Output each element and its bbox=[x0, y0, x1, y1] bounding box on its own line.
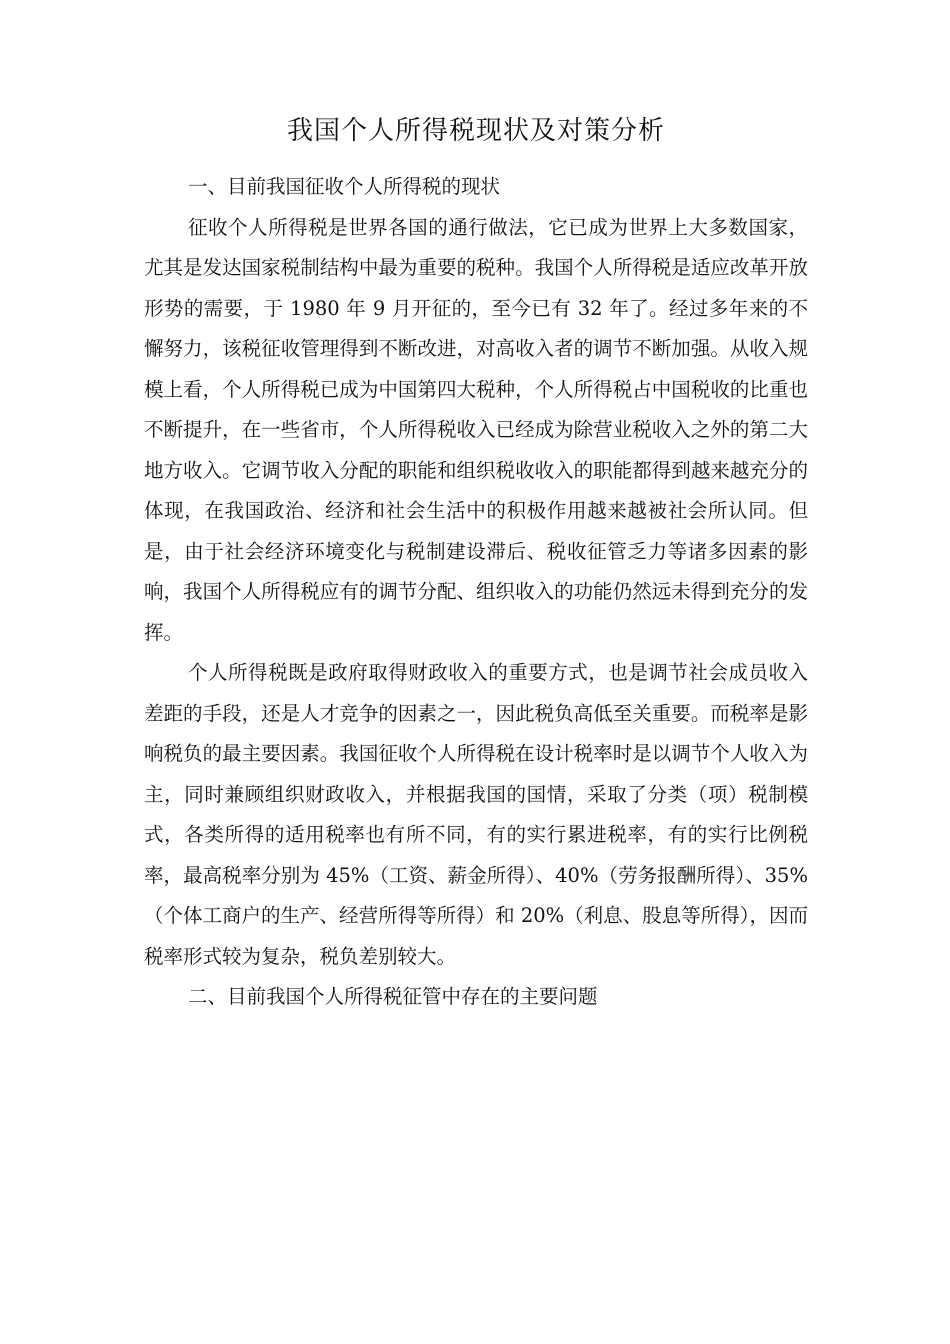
paragraph-1: 征收个人所得税是世界各国的通行做法，它已成为世界上大多数国家，尤其是发达国家税制结构中最为重要的税种。我国个人所得税是适应改革开放形势的需要，于 1980 年 9 月开征的，至今已有 32 年了。经过多年来的不懈努力，该税征收管理得到不断改进，对高收入者的调节不断加强。从收入规模上看，个人所得税已成为中国第四大税种，个人所得税占中国税收的比重也不断提升，在一些省市，个人所得税收入已经成为除营业税收入之外的第二大地方收入。它调节收入分配的职能和组织税收收入的职能都得到越来越充分的体现，在我国政治、经济和社会生活中的积极作用越来越被社会所认同。但是，由于社会经济环境变化与税制建设滞后、税收征管乏力等诸多因素的影响，我国个人所得税应有的调节分配、组织收入的功能仍然远未得到充分的发挥。 bbox=[144, 215, 808, 644]
section-heading-1: 一、目前我国征收个人所得税的现状 bbox=[188, 175, 501, 198]
paragraph-2: 个人所得税既是政府取得财政收入的重要方式，也是调节社会成员收入差距的手段，还是人才竞争的因素之一，因此税负高低至关重要。而税率是影响税负的最主要因素。我国征收个人所得税在设计税率时是以调节个人收入为主，同时兼顾组织财政收入，并根据我国的国情，采取了分类（项）税制模式，各类所得的适用税率也有所不同，有的实行累进税率，有的实行比例税率，最高税率分别为 45%（工资、薪金所得）、40%（劳务报酬所得）、35%（个体工商户的生产、经营所得等所得）和 20%（利息、股息等所得），因而税率形式较为复杂，税负差别较大。 bbox=[144, 661, 808, 968]
document-body bbox=[144, 167, 808, 1018]
document-title: 我国个人所得税现状及对策分析 bbox=[286, 116, 665, 146]
section-heading-2: 二、目前我国个人所得税征管中存在的主要问题 bbox=[188, 985, 598, 1008]
